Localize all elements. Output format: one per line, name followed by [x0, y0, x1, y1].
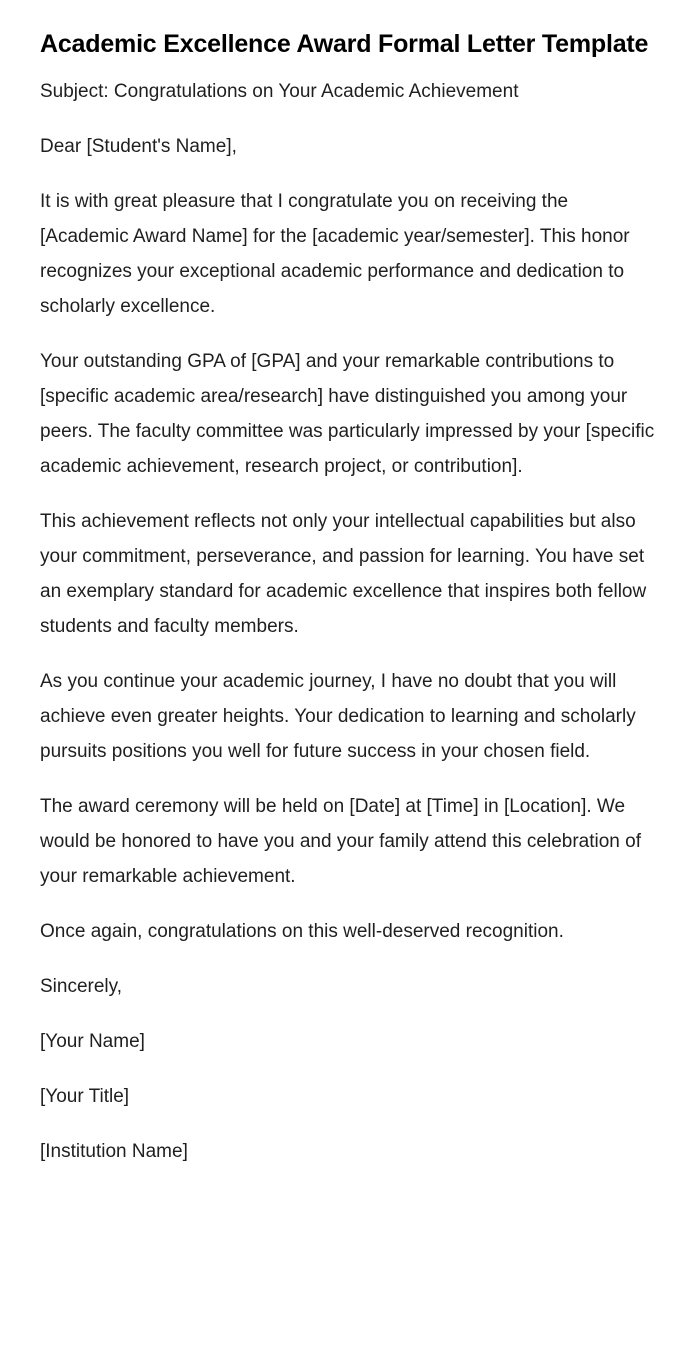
signature-title: [Your Title] [40, 1086, 130, 1107]
body-paragraph-4: As you continue your academic journey, I have no doubt that you will achieve even greater heights. Your dedication to learning and scholarly pursuits positions you well for future success in your chosen field. [40, 671, 642, 762]
subject-line: Subject: Congratulations on Your Academic Achievement [40, 81, 519, 102]
body-paragraph-5: The award ceremony will be held on [Date] at [Time] in [Location]. We would be honored to have you and your family attend this celebration of your remarkable achievement. [40, 796, 647, 887]
body-paragraph-3: This achievement reflects not only your intellectual capabilities but also your commitment, perseverance, and passion for learning. You have set an exemplary standard for academic excellence that inspires both fellow students and faculty members. [40, 511, 652, 637]
signature-name: [Your Name] [40, 1031, 145, 1052]
closing: Sincerely, [40, 976, 123, 997]
salutation: Dear [Student's Name], [40, 136, 237, 157]
body-paragraph-1: It is with great pleasure that I congratulate you on receiving the [Academic Award Name] for the [academic year/semester]. This honor recognizes your exceptional academic performance and dedication to scholarly excellence. [40, 191, 635, 317]
body-paragraph-6: Once again, congratulations on this well-deserved recognition. [40, 921, 564, 942]
body-paragraph-2: Your outstanding GPA of [GPA] and your remarkable contributions to [specific academic area/research] have distinguished you among your peers. The faculty committee was particularly impressed by your [specific academic achievement, research project, or contribution]. [40, 351, 660, 477]
document-title: Academic Excellence Award Formal Letter Template [40, 30, 649, 58]
signature-institution: [Institution Name] [40, 1141, 188, 1162]
